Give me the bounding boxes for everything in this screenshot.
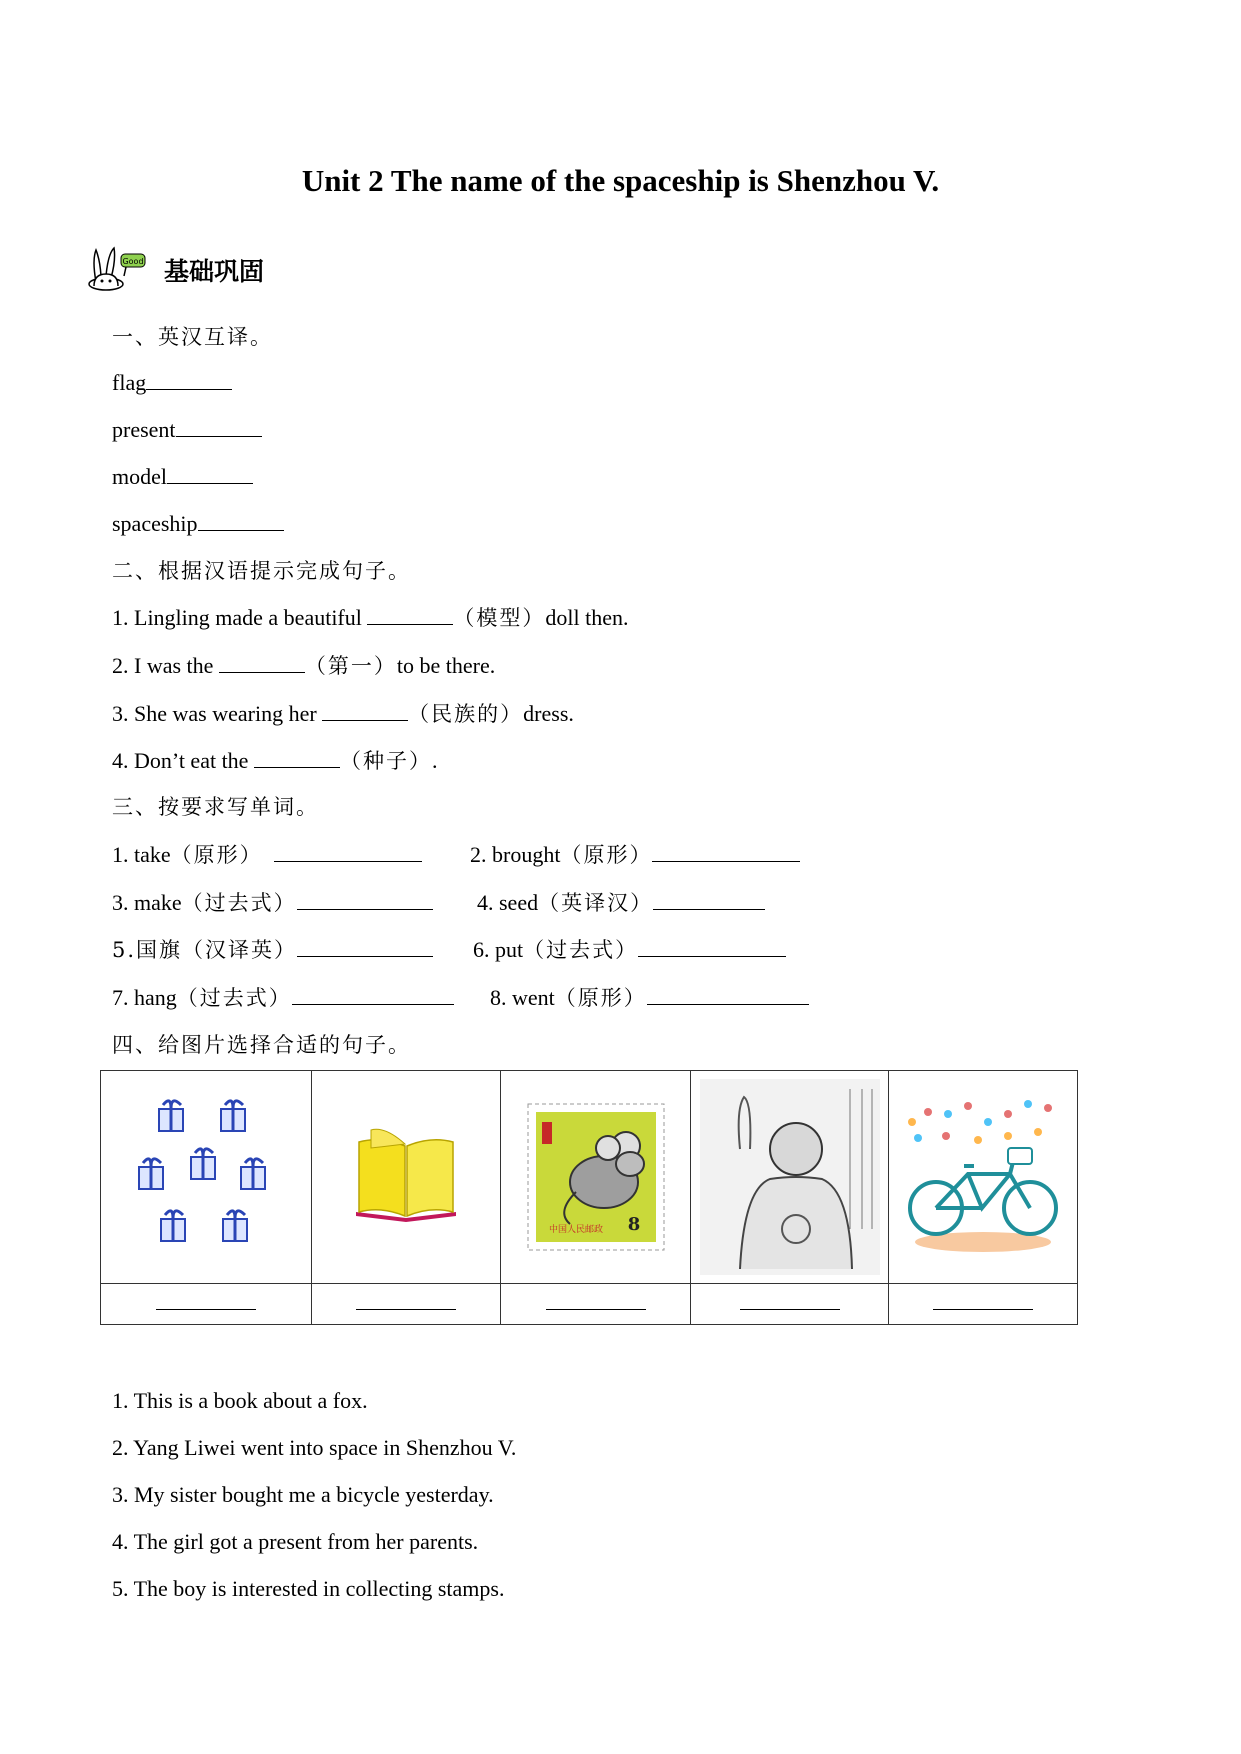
sentence-option: 4. The girl got a present from her parents.	[112, 1529, 479, 1554]
part1-item	[112, 462, 253, 492]
bunny-good-sign-icon	[86, 246, 148, 292]
sentence-end: dress.	[523, 701, 574, 726]
word-label: model	[112, 464, 167, 489]
answer-blank[interactable]	[740, 1293, 840, 1310]
chinese-hint: （种子）	[339, 749, 432, 773]
part1-item	[112, 368, 232, 398]
part3-item	[473, 935, 786, 965]
sentence-option: 5. The boy is interested in collecting stamps.	[112, 1576, 505, 1601]
answer-blank[interactable]	[146, 369, 232, 390]
sentence-end: to be there.	[396, 653, 496, 678]
part2-item	[112, 746, 437, 776]
part1-heading: 一、英汉互译。	[112, 325, 273, 349]
part3-item	[112, 840, 422, 870]
page-title: Unit 2 The name of the spaceship is Shenzhou V.	[301, 163, 940, 198]
answer-blank[interactable]	[219, 652, 305, 673]
answer-blank[interactable]	[322, 700, 408, 721]
answer-cell[interactable]	[690, 1284, 889, 1325]
chinese-hint: （过去式）	[181, 891, 297, 915]
sentence-start: 3. She was wearing her	[112, 701, 317, 726]
chinese-hint: （原形）	[554, 986, 647, 1010]
part2-item	[112, 651, 495, 681]
part2-item	[112, 699, 574, 729]
chinese-hint: （过去式）	[176, 986, 292, 1010]
answer-blank[interactable]	[653, 889, 765, 910]
picture-cell	[690, 1071, 889, 1284]
answer-blank[interactable]	[652, 841, 800, 862]
chinese-hint: （过去式）	[523, 938, 639, 962]
answer-blank[interactable]	[297, 889, 433, 910]
picture-cell	[889, 1071, 1078, 1284]
answer-blank[interactable]	[167, 463, 253, 484]
part3-item	[490, 983, 809, 1013]
chinese-hint: （民族的）	[408, 702, 524, 726]
answer-blank[interactable]	[297, 936, 433, 957]
answer-blank[interactable]	[367, 604, 453, 625]
word-label: 8. went	[490, 985, 555, 1010]
part1-item	[112, 509, 284, 539]
word-label: 4. seed	[477, 890, 539, 915]
bicycle-with-flowers-icon	[898, 1092, 1068, 1262]
word-label: 6. put	[473, 937, 524, 962]
part3-item	[470, 840, 800, 870]
sentence-option: 2. Yang Liwei went into space in Shenzhou V.	[112, 1435, 517, 1460]
answer-blank[interactable]	[254, 747, 340, 768]
part3-item	[112, 983, 454, 1013]
answer-blank[interactable]	[933, 1293, 1033, 1310]
part2-heading: 二、根据汉语提示完成句子。	[112, 559, 411, 583]
chinese-hint: （汉译英）	[182, 938, 298, 962]
chinese-hint: （原形）	[170, 843, 263, 867]
part3-heading: 三、按要求写单词。	[112, 795, 319, 819]
sentence-option: 3. My sister bought me a bicycle yesterday.	[112, 1482, 494, 1507]
stamp-value: 8	[627, 1214, 640, 1235]
open-book-icon	[351, 1122, 461, 1232]
answer-blank[interactable]	[546, 1293, 646, 1310]
part4-heading: 四、给图片选择合适的句子。	[112, 1033, 411, 1057]
astronaut-sketch-icon	[700, 1079, 880, 1275]
answer-blank[interactable]	[156, 1293, 256, 1310]
sentence-end: doll then.	[545, 605, 629, 630]
picture-cell	[312, 1071, 501, 1284]
answer-blank[interactable]	[176, 416, 262, 437]
picture-cell	[501, 1071, 691, 1284]
answer-blank[interactable]	[292, 984, 454, 1005]
sentence-start: 4. Don’t eat the	[112, 748, 249, 773]
answer-cell[interactable]	[889, 1284, 1078, 1325]
answer-blank[interactable]	[198, 510, 284, 531]
sentence-option: 1. This is a book about a fox.	[112, 1388, 368, 1413]
part3-item	[112, 888, 433, 918]
section-title: 基础巩固	[164, 257, 265, 286]
rat-stamp-icon	[526, 1102, 666, 1252]
answer-blank[interactable]	[647, 984, 809, 1005]
sentence-end: .	[431, 748, 438, 773]
picture-cell	[101, 1071, 312, 1284]
part1-item	[112, 415, 262, 445]
answer-cell[interactable]	[101, 1284, 312, 1325]
word-label: 3. make	[112, 890, 182, 915]
word-label: 5.国旗	[112, 938, 183, 962]
part3-item	[112, 935, 433, 965]
picture-table	[100, 1070, 1078, 1325]
word-label: spaceship	[112, 511, 198, 536]
chinese-hint: （模型）	[453, 606, 546, 630]
answer-blank[interactable]	[356, 1293, 456, 1310]
answer-blank[interactable]	[638, 936, 786, 957]
gift-boxes-icon	[131, 1087, 281, 1267]
stamp-label: 中国人民邮政	[548, 1225, 603, 1235]
answer-cell[interactable]	[501, 1284, 691, 1325]
sentence-start: 1. Lingling made a beautiful	[112, 605, 362, 630]
sentence-start: 2. I was the	[112, 653, 214, 678]
word-label: 2. brought	[470, 842, 561, 867]
svg-text:Good: Good	[122, 257, 144, 266]
word-label: present	[112, 417, 176, 442]
part3-item	[477, 888, 765, 918]
chinese-hint: （英译汉）	[538, 891, 654, 915]
part2-item	[112, 603, 628, 633]
chinese-hint: （第一）	[304, 654, 397, 678]
word-label: 7. hang	[112, 985, 177, 1010]
answer-cell[interactable]	[312, 1284, 501, 1325]
answer-blank[interactable]	[274, 841, 422, 862]
word-label: flag	[112, 370, 147, 395]
chinese-hint: （原形）	[560, 843, 653, 867]
word-label: 1. take	[112, 842, 171, 867]
